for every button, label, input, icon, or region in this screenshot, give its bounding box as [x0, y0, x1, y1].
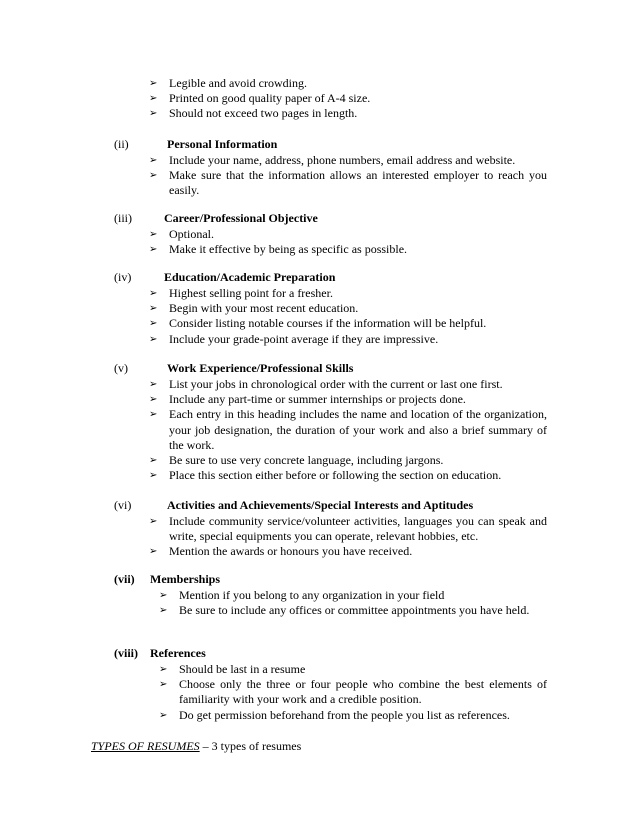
- section-heading: [114, 572, 547, 588]
- list-item: ➢ Include your grade-point average if they are impressive.: [149, 331, 439, 346]
- top-bullet-list: [149, 76, 547, 122]
- arrowhead-bullet-icon: ➢: [149, 288, 158, 299]
- list-item: ➢ Begin with your most recent education.: [149, 301, 359, 316]
- section-heading: [114, 211, 547, 227]
- arrowhead-bullet-icon: ➢: [149, 155, 158, 166]
- arrowhead-bullet-icon: ➢: [149, 229, 158, 240]
- bullet-list: [149, 377, 547, 483]
- bullet-list: [159, 662, 547, 723]
- section-title: Education/Academic Preparation: [164, 270, 336, 284]
- bullet-list: [159, 588, 547, 618]
- section-title: Work Experience/Professional Skills: [167, 361, 354, 375]
- list-item: ➢ Mention if you belong to any organization in your field: [159, 588, 445, 602]
- list-item: ➢ Mention the awards or honours you have received.: [149, 544, 413, 559]
- types-of-resumes-heading: TYPES OF RESUMES: [91, 739, 200, 753]
- arrowhead-bullet-icon: ➢: [149, 244, 158, 256]
- section-number: (vii): [114, 572, 135, 586]
- section-heading: [114, 498, 547, 514]
- section-number: (v): [114, 361, 128, 375]
- arrowhead-bullet-icon: ➢: [149, 394, 158, 406]
- section-heading: [114, 270, 547, 286]
- list-item: ➢ Should be last in a resume: [159, 662, 306, 676]
- section-career-objective: [114, 211, 547, 257]
- section-number: (iii): [114, 211, 132, 225]
- section-activities-achievements: [114, 498, 547, 560]
- list-item: ➢ Should not exceed two pages in length.: [149, 106, 358, 121]
- section-title: References: [150, 646, 206, 660]
- list-item: ➢ Be sure to use very concrete language, including jargons.: [149, 453, 444, 468]
- bullet-list: [149, 153, 547, 199]
- section-title: Memberships: [150, 572, 220, 586]
- arrowhead-bullet-icon: ➢: [149, 108, 158, 120]
- types-of-resumes-line: [91, 739, 301, 754]
- arrowhead-bullet-icon: ➢: [149, 170, 158, 182]
- arrowhead-bullet-icon: ➢: [149, 318, 158, 330]
- list-item: ➢ Make it effective by being as specific as possible.: [149, 242, 408, 257]
- section-references: [114, 646, 547, 723]
- arrowhead-bullet-icon: ➢: [149, 546, 158, 558]
- section-number: (iv): [114, 270, 132, 284]
- list-item: ➢ Legible and avoid crowding.: [149, 76, 307, 90]
- section-number: (vi): [114, 498, 132, 512]
- list-item: ➢ Do get permission beforehand from the people you list as references.: [159, 707, 510, 722]
- arrowhead-bullet-icon: ➢: [159, 605, 168, 617]
- section-title: Career/Professional Objective: [164, 211, 318, 225]
- arrowhead-bullet-icon: ➢: [149, 409, 158, 421]
- bullet-list: [149, 514, 547, 560]
- list-item: ➢ Make sure that the information allows an interested employer to reach you easily.: [149, 168, 547, 198]
- bullet-list: [149, 286, 547, 347]
- bullet-list: [149, 227, 547, 257]
- list-item: ➢ Each entry in this heading includes the name and location of the organization, your job designation, the duration of your work and also a brief summary of the work.: [149, 407, 547, 452]
- arrowhead-bullet-icon: ➢: [149, 379, 158, 390]
- list-item: ➢ Include any part-time or summer internships or projects done.: [149, 392, 466, 407]
- section-personal-information: [114, 137, 547, 199]
- arrowhead-bullet-icon: ➢: [159, 679, 168, 691]
- list-item: ➢ Be sure to include any offices or committee appointments you have held.: [159, 603, 530, 618]
- arrowhead-bullet-icon: ➢: [149, 93, 158, 105]
- arrowhead-bullet-icon: ➢: [159, 709, 168, 721]
- section-memberships: [114, 572, 547, 618]
- section-heading: [114, 137, 547, 153]
- list-item: ➢ Consider listing notable courses if the information will be helpful.: [149, 316, 487, 331]
- list-item: ➢ Highest selling point for a fresher.: [149, 286, 333, 300]
- arrowhead-bullet-icon: ➢: [149, 455, 158, 467]
- section-heading: [114, 646, 547, 662]
- list-item: ➢ Printed on good quality paper of A-4 size.: [149, 91, 371, 106]
- arrowhead-bullet-icon: ➢: [149, 303, 158, 315]
- arrowhead-bullet-icon: ➢: [149, 78, 158, 89]
- list-item: ➢ Place this section either before or following the section on education.: [149, 468, 502, 483]
- section-number: (ii): [114, 137, 129, 151]
- list-item: ➢ Include community service/volunteer activities, languages you can speak and write, special equipments you can operate, relevant hobbies, etc.: [149, 514, 547, 544]
- arrowhead-bullet-icon: ➢: [159, 664, 168, 675]
- types-of-resumes-text: – 3 types of resumes: [199, 739, 302, 753]
- list-item: ➢ List your jobs in chronological order with the current or last one first.: [149, 377, 503, 391]
- section-heading: [114, 361, 547, 377]
- arrowhead-bullet-icon: ➢: [149, 333, 158, 345]
- list-item: ➢ Include your name, address, phone numbers, email address and website.: [149, 153, 516, 167]
- section-title: Personal Information: [167, 137, 278, 151]
- section-work-experience: [114, 361, 547, 483]
- section-education: [114, 270, 547, 347]
- section-title: Activities and Achievements/Special Interests and Aptitudes: [167, 498, 474, 512]
- arrowhead-bullet-icon: ➢: [149, 516, 158, 527]
- list-item: ➢ Choose only the three or four people who combine the best elements of familiarity with your work and a credible position.: [159, 677, 547, 707]
- arrowhead-bullet-icon: ➢: [159, 590, 168, 601]
- list-item: ➢ Optional.: [149, 227, 214, 241]
- section-number: (viii): [114, 646, 138, 660]
- arrowhead-bullet-icon: ➢: [149, 470, 158, 482]
